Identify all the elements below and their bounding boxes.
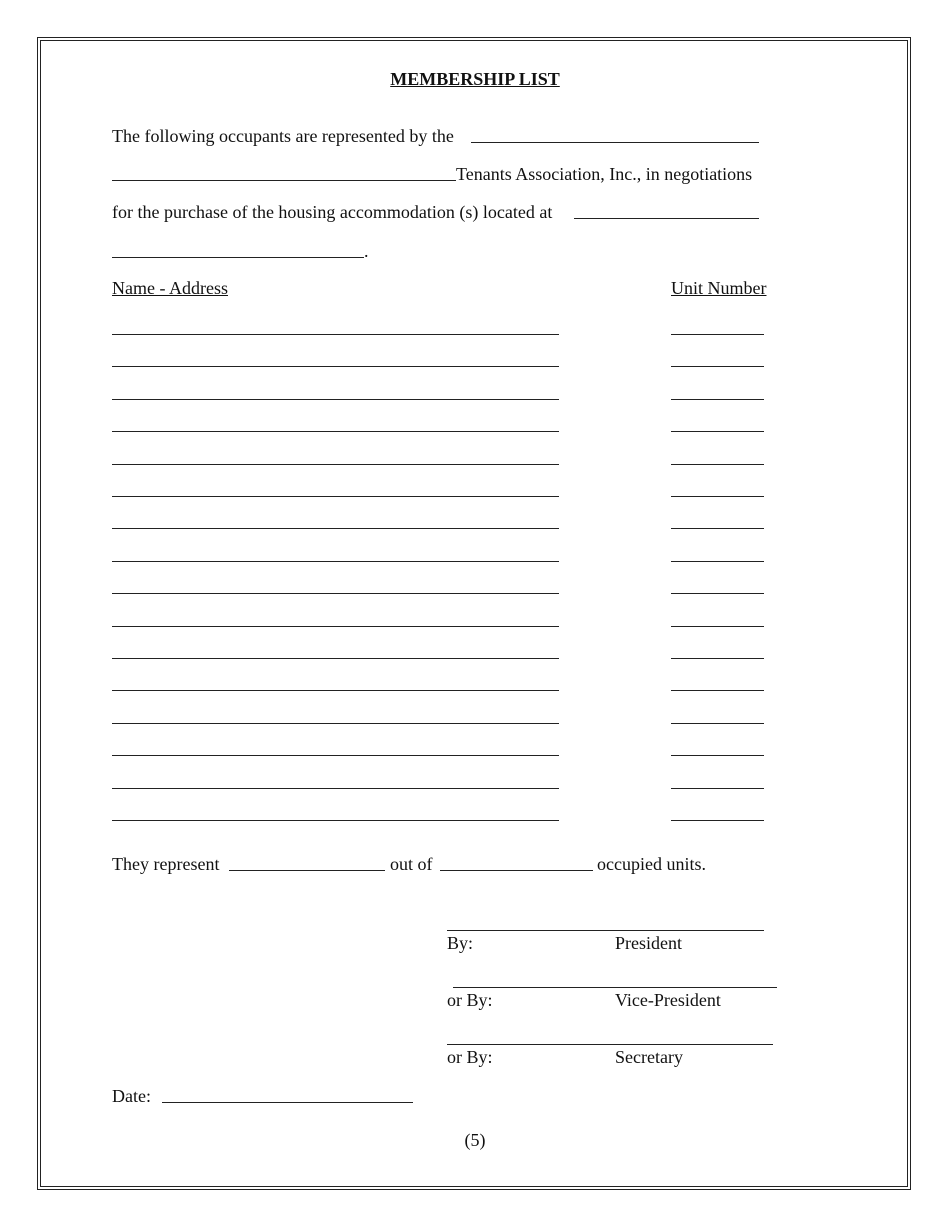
unit-number-blank[interactable] bbox=[671, 366, 764, 367]
name-address-blank[interactable] bbox=[112, 561, 559, 562]
page-number: (5) bbox=[464, 1130, 486, 1150]
name-address-blank[interactable] bbox=[112, 431, 559, 432]
page-title: MEMBERSHIP LIST bbox=[390, 69, 560, 89]
signature-line-secretary[interactable] bbox=[447, 1044, 773, 1045]
unit-number-blank[interactable] bbox=[671, 593, 764, 594]
location-blank-1[interactable] bbox=[574, 218, 759, 219]
name-address-blank[interactable] bbox=[112, 366, 559, 367]
signature-line-president[interactable] bbox=[447, 930, 764, 931]
unit-number-blank[interactable] bbox=[671, 496, 764, 497]
intro-line-3: for the purchase of the housing accommodation (s) located at bbox=[112, 202, 553, 222]
signature-line-vice-president[interactable] bbox=[453, 987, 777, 988]
unit-number-blank[interactable] bbox=[671, 626, 764, 627]
signature-by-president: By: bbox=[447, 933, 474, 953]
unit-number-blank[interactable] bbox=[671, 788, 764, 789]
name-address-blank[interactable] bbox=[112, 626, 559, 627]
unit-number-blank[interactable] bbox=[671, 690, 764, 691]
unit-number-blank[interactable] bbox=[671, 334, 764, 335]
unit-number-blank[interactable] bbox=[671, 464, 764, 465]
name-address-blank[interactable] bbox=[112, 464, 559, 465]
unit-number-blank[interactable] bbox=[671, 723, 764, 724]
unit-number-blank[interactable] bbox=[671, 528, 764, 529]
signature-role-secretary: Secretary bbox=[615, 1047, 683, 1067]
unit-number-blank[interactable] bbox=[671, 431, 764, 432]
unit-number-blank[interactable] bbox=[671, 755, 764, 756]
name-address-header: Name - Address bbox=[112, 278, 228, 298]
name-address-blank[interactable] bbox=[112, 593, 559, 594]
intro-line-1: The following occupants are represented by the bbox=[112, 126, 454, 146]
signature-by-vice-president: or By: bbox=[447, 990, 493, 1010]
location-blank-2[interactable] bbox=[112, 257, 364, 258]
name-address-blank[interactable] bbox=[112, 496, 559, 497]
name-address-blank[interactable] bbox=[112, 399, 559, 400]
occupied-units-blank[interactable] bbox=[440, 870, 593, 871]
name-address-blank[interactable] bbox=[112, 658, 559, 659]
location-period: . bbox=[364, 241, 369, 261]
association-name-blank-1[interactable] bbox=[471, 142, 759, 143]
unit-number-blank[interactable] bbox=[671, 658, 764, 659]
unit-number-blank[interactable] bbox=[671, 399, 764, 400]
name-address-blank[interactable] bbox=[112, 334, 559, 335]
signature-role-vice-president: Vice-President bbox=[615, 990, 721, 1010]
unit-number-header: Unit Number bbox=[671, 278, 767, 298]
name-address-blank[interactable] bbox=[112, 528, 559, 529]
name-address-blank[interactable] bbox=[112, 820, 559, 821]
intro-line-2: Tenants Association, Inc., in negotiations bbox=[456, 164, 753, 184]
summary-prefix: They represent bbox=[112, 854, 220, 874]
summary-middle: out of bbox=[390, 854, 433, 874]
summary-suffix: occupied units. bbox=[597, 854, 706, 874]
date-label: Date: bbox=[112, 1086, 151, 1106]
unit-number-blank[interactable] bbox=[671, 820, 764, 821]
date-blank[interactable] bbox=[162, 1102, 413, 1103]
association-name-blank-2[interactable] bbox=[112, 180, 456, 181]
represented-units-blank[interactable] bbox=[229, 870, 385, 871]
unit-number-blank[interactable] bbox=[671, 561, 764, 562]
name-address-blank[interactable] bbox=[112, 723, 559, 724]
name-address-blank[interactable] bbox=[112, 788, 559, 789]
signature-role-president: President bbox=[615, 933, 682, 953]
signature-by-secretary: or By: bbox=[447, 1047, 493, 1067]
name-address-blank[interactable] bbox=[112, 690, 559, 691]
name-address-blank[interactable] bbox=[112, 755, 559, 756]
